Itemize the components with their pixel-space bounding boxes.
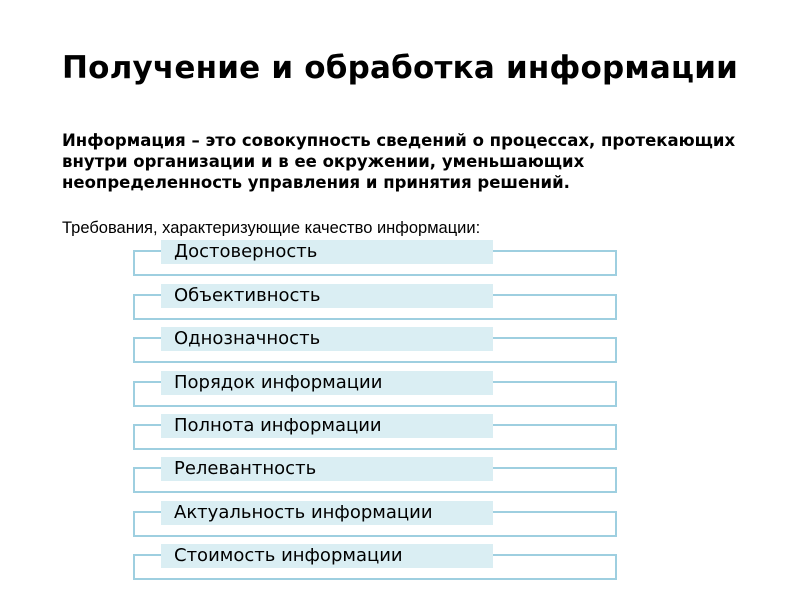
requirement-label: Релевантность — [161, 457, 493, 481]
definition-text: – это совокупность сведений о процессах, протекающих внутри организации и в ее окружении, уменьшающих неопределенность управления и принятия решений. — [62, 131, 736, 192]
page-title: Получение и обработка информации — [61, 50, 739, 86]
requirement-label: Объективность — [161, 284, 493, 308]
requirement-item — [133, 414, 616, 450]
requirement-label: Стоимость информации — [161, 544, 493, 568]
requirement-item — [133, 284, 616, 320]
requirement-item — [133, 501, 616, 537]
requirement-label: Достоверность — [161, 240, 493, 264]
requirement-label: Однозначность — [161, 327, 493, 351]
requirement-item — [133, 457, 616, 493]
requirement-item — [133, 371, 616, 407]
definition-term: Информация — [62, 131, 186, 150]
requirement-item — [133, 240, 616, 276]
requirement-item — [133, 327, 616, 363]
requirement-label: Порядок информации — [161, 371, 493, 395]
requirement-label: Полнота информации — [161, 414, 493, 438]
requirements-heading: Требования, характеризующие качество информации: — [62, 219, 481, 236]
requirement-item — [133, 544, 616, 580]
requirement-label: Актуальность информации — [161, 501, 493, 525]
